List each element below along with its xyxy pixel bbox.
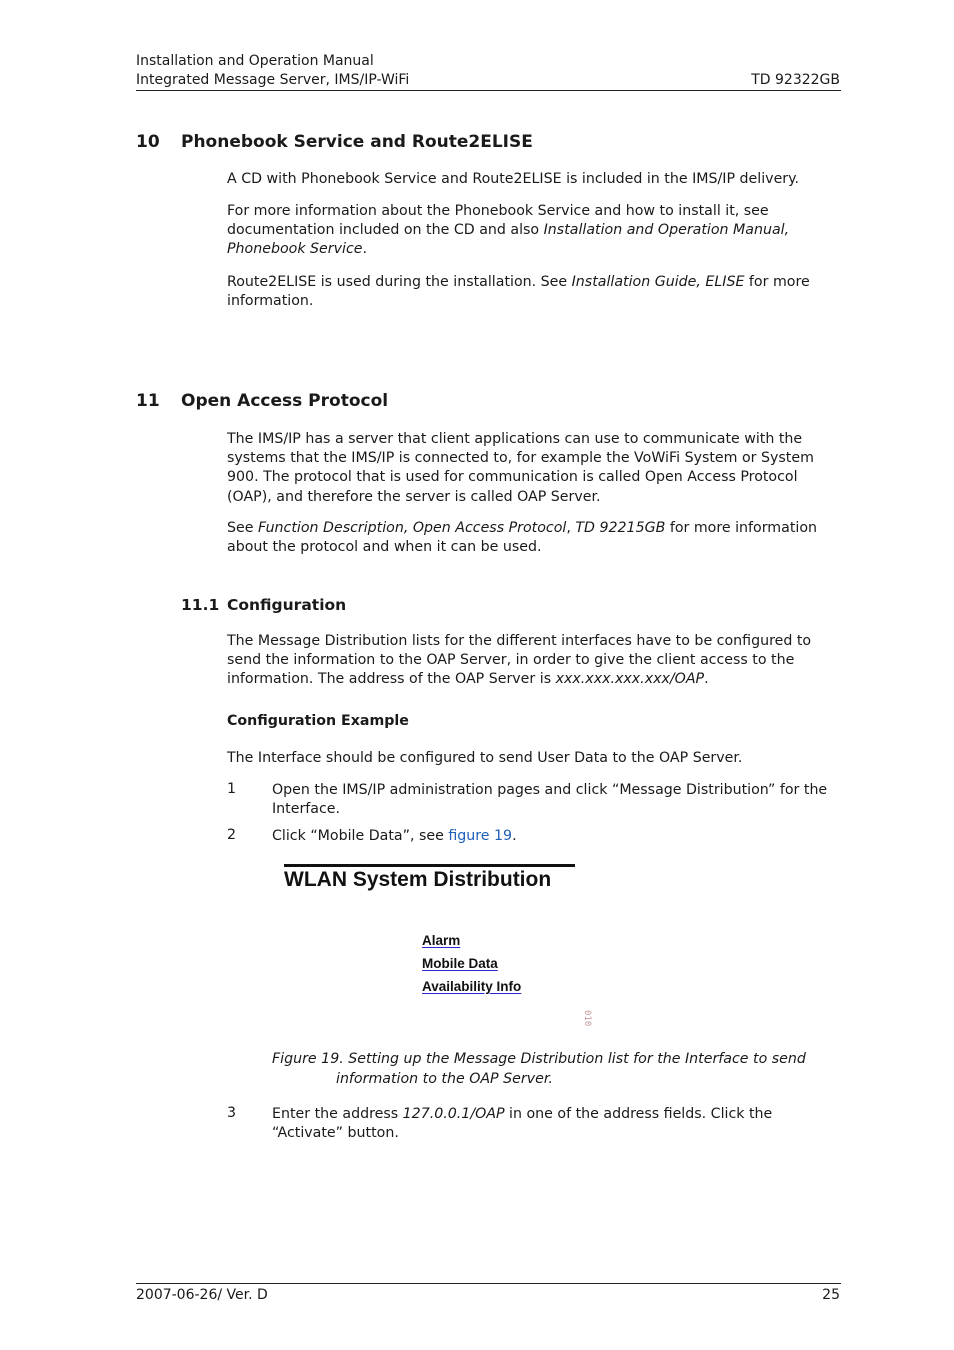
availability-info-link[interactable]: Availability Info [422, 979, 522, 994]
section-11-heading [136, 391, 836, 413]
figure-image [270, 858, 670, 1038]
step-number: 3 [227, 1105, 237, 1121]
paragraph: A CD with Phonebook Service and Route2ELISE is included in the IMS/IP delivery. [227, 171, 800, 187]
figure-title: WLAN System Distribution [284, 868, 552, 891]
figure-reference-link[interactable]: figure 19 [448, 828, 513, 844]
step-number: 1 [227, 781, 237, 797]
step-number: 2 [227, 827, 237, 843]
paragraph: The IMS/IP has a server that client applications can use to communicate with the systems that the IMS/IP is connected to, for example the VoWiFi System or System 900. The protocol that is used for communication is called Open Access Protocol (OAP), and therefore the server is called OAP Server. [227, 431, 814, 505]
subsection-number: 11.1 [181, 596, 220, 614]
header-doc-id: TD 92322GB [751, 72, 840, 88]
page-number: 25 [822, 1287, 840, 1303]
subsection-11-1-heading [181, 596, 581, 616]
figure-caption: Figure 19. Setting up the Message Distribution list for the Interface to send information to the OAP Server. [272, 1051, 806, 1087]
section-number: 11 [136, 391, 160, 411]
section-title: Open Access Protocol [181, 391, 389, 411]
paragraph: Route2ELISE is used during the installation. See Installation Guide, ELISE for more information. [227, 274, 810, 310]
header-title-line1: Installation and Operation Manual [136, 53, 374, 69]
paragraph: See Function Description, Open Access Protocol, TD 92215GB for more information about the protocol and when it can be used. [227, 520, 817, 556]
header-title-line2: Integrated Message Server, IMS/IP-WiFi [136, 72, 410, 88]
footer-rule [136, 1283, 841, 1284]
paragraph: For more information about the Phonebook Service and how to install it, see documentation included on the CD and also Installation and Operation Manual, Phonebook Service. [227, 203, 790, 258]
figure-image-id: 010 [582, 1010, 592, 1027]
section-10-heading [136, 132, 836, 154]
alarm-link[interactable]: Alarm [422, 933, 461, 948]
subsection-title: Configuration [227, 596, 347, 614]
header-rule [136, 90, 841, 91]
section-number: 10 [136, 132, 160, 152]
paragraph: The Message Distribution lists for the different interfaces have to be configured to send the information to the OAP Server, in order to give the client access to the information. The address of the OAP Server is xxx.xxx.xxx.xxx/OAP. [227, 633, 812, 688]
example-heading: Configuration Example [227, 713, 409, 729]
step-text: Enter the address 127.0.0.1/OAP in one of the address fields. Click the “Activate” button. [272, 1106, 773, 1142]
step-text: Open the IMS/IP administration pages and click “Message Distribution” for the Interface. [272, 782, 828, 818]
mobile-data-link[interactable]: Mobile Data [422, 956, 498, 971]
paragraph: The Interface should be configured to send User Data to the OAP Server. [227, 750, 743, 766]
section-title: Phonebook Service and Route2ELISE [181, 132, 533, 152]
figure-title-rule [284, 864, 575, 867]
step-text: Click “Mobile Data”, see figure 19. [272, 828, 517, 844]
footer-date-version: 2007-06-26/ Ver. D [136, 1287, 268, 1303]
